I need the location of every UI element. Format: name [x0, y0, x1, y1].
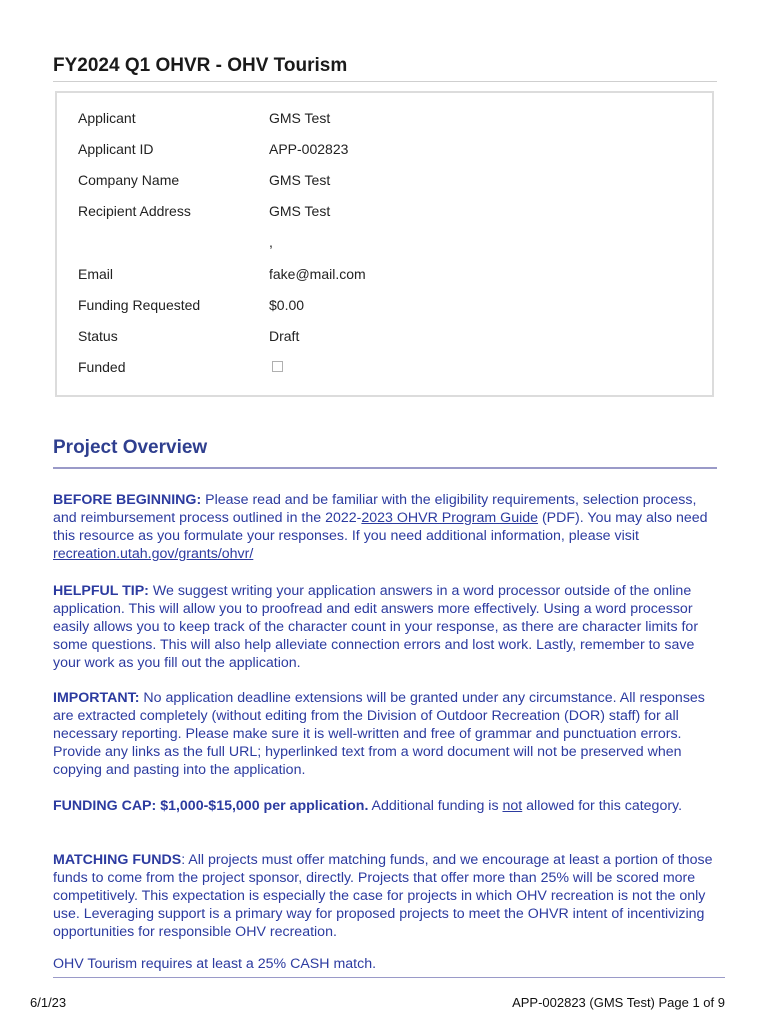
- recreation-url-link[interactable]: recreation.utah.gov/grants/ohvr/: [53, 546, 254, 562]
- important-label: IMPORTANT:: [53, 690, 140, 706]
- funding-cap-not: not: [502, 798, 523, 814]
- footer-date: 6/1/23: [30, 995, 67, 1010]
- info-value: GMS Test: [269, 203, 331, 219]
- matching-label: MATCHING FUNDS: [53, 852, 182, 868]
- info-label: Email: [78, 266, 114, 282]
- info-value: fake@mail.com: [269, 266, 366, 282]
- tip-label: HELPFUL TIP:: [53, 583, 149, 599]
- info-value: ,: [269, 234, 273, 250]
- footer-page-info: APP-002823 (GMS Test) Page 1 of 9: [512, 995, 725, 1010]
- page-title: FY2024 Q1 OHVR - OHV Tourism: [53, 55, 717, 82]
- info-label: Funded: [78, 359, 126, 375]
- info-value: $0.00: [269, 297, 305, 313]
- program-guide-link[interactable]: 2023 OHVR Program Guide: [361, 510, 539, 526]
- important-text: No application deadline extensions will be granted under any circumstance. All responses are extracted completely (without editing from the Division of Outdoor Recreation (DOR) staff) for all necessary reporting. Please make sure it is well-written and free of grammar and punctuation errors. Provide any links as the full URL; hyperlinked text from a word document will not be preserved when copying and pasting into the application.: [53, 690, 705, 778]
- before-label: BEFORE BEGINNING:: [53, 492, 202, 508]
- info-value: GMS Test: [269, 110, 331, 126]
- important-paragraph: [53, 689, 721, 779]
- funding-cap-text-1: Additional funding is: [368, 798, 503, 814]
- divider: [53, 977, 725, 978]
- funded-checkbox[interactable]: [272, 361, 283, 372]
- info-label: Applicant ID: [78, 141, 154, 157]
- before-beginning-paragraph: [53, 491, 721, 563]
- funding-cap-label: FUNDING CAP: $1,000-$15,000 per application.: [53, 798, 369, 814]
- funding-cap-text-2: allowed for this category.: [522, 798, 683, 814]
- info-label: Company Name: [78, 172, 180, 188]
- helpful-tip-paragraph: [53, 582, 721, 672]
- info-label: Recipient Address: [78, 203, 191, 219]
- info-label: Status: [78, 328, 118, 344]
- info-label: Funding Requested: [78, 297, 201, 313]
- funding-cap-paragraph: [53, 797, 721, 815]
- before-text-1: Please read and be familiar with the eligibility requirements, selection process, and reimbursement process outlined in the 2022-: [53, 492, 697, 526]
- matching-text: : All projects must offer matching funds, and we encourage at least a portion of those funds to come from the project sponsor, directly. Projects that offer more than 25% will be scored more competitively. This expectation is especially the case for projects in which OHV recreation is not the only use. Leveraging support is a primary way for proposed projects to meet the OHVR intent of incentivizing opportunities for responsible OHV recreation.: [53, 852, 713, 940]
- applicant-info-box: [55, 91, 714, 397]
- tip-text: We suggest writing your application answers in a word processor outside of the online application. This will allow you to proofread and edit answers more effectively. Using a word processor easily allows you to keep track of the character count in your response, as there are character limits for some questions. This will also help alleviate connection errors and lost work. Lastly, remember to save your work as you fill out the application.: [53, 583, 699, 671]
- info-value: APP-002823: [269, 141, 349, 157]
- info-value: GMS Test: [269, 172, 331, 188]
- info-label: Applicant: [78, 110, 136, 126]
- info-value: Draft: [269, 328, 300, 344]
- before-text-2: (PDF). You may also need this resource as you formulate your responses. If you need additional information, please visit: [53, 510, 708, 544]
- section-title-project-overview: Project Overview: [53, 437, 717, 469]
- matching-funds-paragraph: [53, 851, 721, 941]
- cash-match-note: OHV Tourism requires at least a 25% CASH match.: [53, 956, 377, 972]
